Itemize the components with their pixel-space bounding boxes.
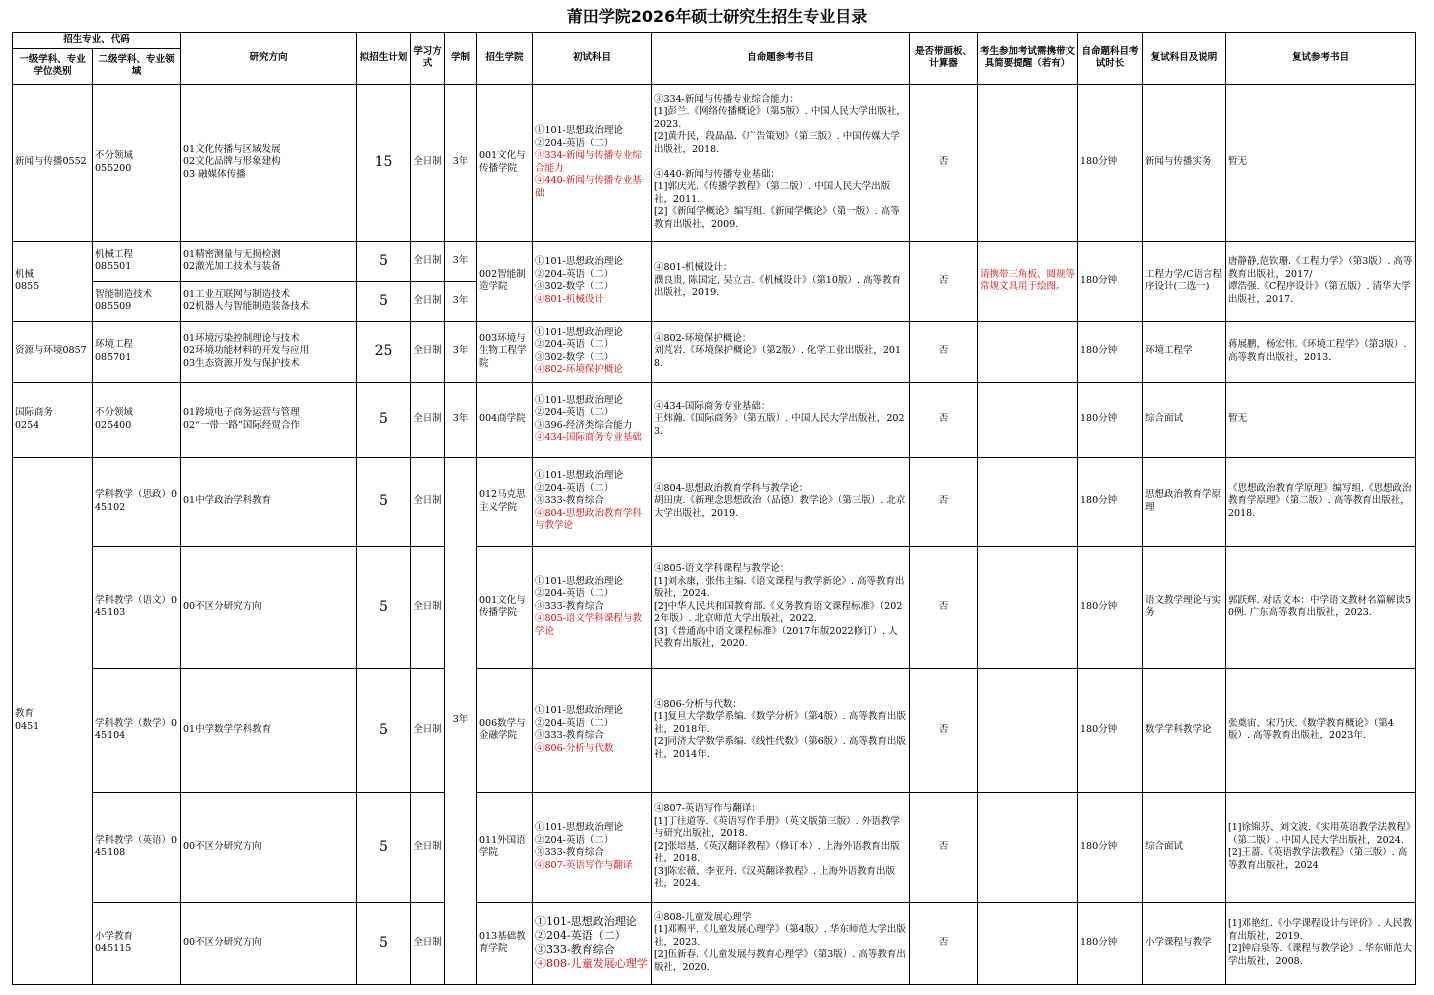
exam-cell xyxy=(533,902,652,984)
plan-cell: 5 xyxy=(357,792,411,902)
header-mode: 学习方式 xyxy=(411,33,445,85)
exam-professional: ④801-机械设计 xyxy=(535,293,604,305)
drawing-cell: 否 xyxy=(910,241,978,321)
level2-cell: 机械工程 085501 xyxy=(93,241,181,281)
exam-professional: ④808-儿童发展心理学 xyxy=(535,957,648,970)
retestbooks-cell: 暂无 xyxy=(1226,382,1416,457)
retestbooks-cell: 郭跃辉. 对话文本：中学语文教材名篇解读50例. 广东高等教育出版社，2023. xyxy=(1226,546,1416,668)
exam-common: ①101-思想政治理论 ②204-英语（二） ③333-教育综合 xyxy=(535,575,623,612)
college-cell: 004商学院 xyxy=(477,382,533,457)
level1-cell: 教育 0451 xyxy=(13,457,93,984)
college-cell: 012马克思主义学院 xyxy=(477,457,533,546)
header-plan: 拟招生计划 xyxy=(357,33,411,85)
exam-cell xyxy=(533,321,652,382)
retest-cell: 思想政治教育学原理 xyxy=(1143,457,1226,546)
plan-cell: 5 xyxy=(357,668,411,792)
direction-cell: 01精密测量与无损检测 02激光加工技术与装备 xyxy=(181,241,357,281)
direction-cell: 00不区分研究方向 xyxy=(181,792,357,902)
tools-cell: 请携带三角板、圆规等常规文具用于绘图。 xyxy=(978,241,1078,321)
level1-cell: 资源与环境0857 xyxy=(13,321,93,382)
level2-cell: 学科教学（数学）045104 xyxy=(93,668,181,792)
college-cell: 006数学与金融学院 xyxy=(477,668,533,792)
college-cell: 003环境与生物工程学院 xyxy=(477,321,533,382)
level2-cell: 学科教学（英语）045108 xyxy=(93,792,181,902)
retest-cell: 工程力学/C语言程序设计(二选一) xyxy=(1143,241,1226,321)
years-cell: 3年 xyxy=(445,382,477,457)
retestbooks-cell: 张奠宙、宋乃庆.《数学教育概论》（第4版）. 高等教育出版社，2023年. xyxy=(1226,668,1416,792)
duration-cell: 180分钟 xyxy=(1078,668,1143,792)
duration-cell: 180分钟 xyxy=(1078,382,1143,457)
level2-cell: 不分领域 055200 xyxy=(93,84,181,241)
exam-professional: ④805-语文学科课程与教学论 xyxy=(535,613,642,637)
refbooks-cell: ④808-儿童发展心理学 [1]邓赐平.《儿童发展心理学》（第4版）. 华东师范大学出版社，2023. [2]伍新春.《儿童发展与教育心理学》（第3版）. 高等教育出版社，2020. xyxy=(652,902,910,984)
years-cell: 3年 xyxy=(445,321,477,382)
mode-cell: 全日制 xyxy=(411,241,445,281)
college-cell: 001文化与传播学院 xyxy=(477,546,533,668)
refbooks-cell: ④804-思想政治教育学科与教学论： 胡田庚.《新理念思想政治（品德）教学论》（第三版）. 北京大学出版社，2019. xyxy=(652,457,910,546)
header-college: 招生学院 xyxy=(477,33,533,85)
exam-cell xyxy=(533,668,652,792)
drawing-cell: 否 xyxy=(910,382,978,457)
header-exam: 初试科目 xyxy=(533,33,652,85)
exam-cell xyxy=(533,457,652,546)
refbooks-cell: ④806-分析与代数： [1]复旦大学数学系编.《数学分析》（第4版）. 高等教育出版社，2018年. [2]同济大学数学系编.《线性代数》（第6版）. 高等教育出版社，2014年. xyxy=(652,668,910,792)
direction-cell: 01环境污染控制理论与技术 02环境功能材料的开发与应用 03生态资源开发与保护技术 xyxy=(181,321,357,382)
years-cell: 3年 xyxy=(445,84,477,241)
header-tools: 考生参加考试需携带文具简要提醒（若有） xyxy=(978,33,1078,85)
drawing-cell: 否 xyxy=(910,321,978,382)
direction-cell: 00不区分研究方向 xyxy=(181,902,357,984)
level2-cell: 小学教育 045115 xyxy=(93,902,181,984)
tools-cell xyxy=(978,321,1078,382)
years-cell: 3年 xyxy=(445,457,477,984)
exam-cell xyxy=(533,546,652,668)
tools-cell xyxy=(978,84,1078,241)
exam-professional: ④804-思想政治教育学科与教学论 xyxy=(535,507,642,532)
header-level1: 一级学科、专业学位类别 xyxy=(13,48,93,84)
direction-cell: 00不区分研究方向 xyxy=(181,546,357,668)
mode-cell: 全日制 xyxy=(411,668,445,792)
mode-cell: 全日制 xyxy=(411,382,445,457)
direction-cell: 01文化传播与区域发展 02文化品牌与形象建构 03 融媒体传播 xyxy=(181,84,357,241)
exam-cell xyxy=(533,241,652,321)
retestbooks-cell: 《思想政治教育学原理》编写组.《思想政治教育学原理》（第二版）. 高等教育出版社，2018. xyxy=(1226,457,1416,546)
direction-cell: 01工业互联网与制造技术 02机器人与智能制造装备技术 xyxy=(181,281,357,321)
level2-cell: 智能制造技术 085509 xyxy=(93,281,181,321)
years-cell: 3年 xyxy=(445,241,477,281)
table-row xyxy=(13,792,1416,902)
college-cell: 002智能制造学院 xyxy=(477,241,533,321)
exam-common: ①101-思想政治理论 ②204-英语（二） ③333-教育综合 xyxy=(535,705,623,741)
college-cell: 013基础教育学院 xyxy=(477,902,533,984)
exam-common: ①101-思想政治理论 ②204-英语（二） ③396-经济类综合能力 xyxy=(535,394,633,431)
direction-cell: 01中学政治学科教育 xyxy=(181,457,357,546)
level1-cell: 国际商务 0254 xyxy=(13,382,93,457)
drawing-cell: 否 xyxy=(910,457,978,546)
table-row xyxy=(13,84,1416,241)
plan-cell: 5 xyxy=(357,281,411,321)
level1-cell: 机械 0855 xyxy=(13,241,93,321)
mode-cell: 全日制 xyxy=(411,902,445,984)
duration-cell: 180分钟 xyxy=(1078,241,1143,321)
retest-cell: 语文教学理论与实务 xyxy=(1143,546,1226,668)
table-row xyxy=(13,546,1416,668)
table-row xyxy=(13,668,1416,792)
mode-cell: 全日制 xyxy=(411,546,445,668)
exam-common: ①101-思想政治理论 ②204-英语（二） xyxy=(535,125,623,149)
tools-cell xyxy=(978,668,1078,792)
duration-cell: 180分钟 xyxy=(1078,321,1143,382)
header-drawing: 是否带画板、计算器 xyxy=(910,33,978,85)
college-cell: 001文化与传播学院 xyxy=(477,84,533,241)
duration-cell: 180分钟 xyxy=(1078,84,1143,241)
mode-cell: 全日制 xyxy=(411,792,445,902)
plan-cell: 25 xyxy=(357,321,411,382)
header-level2: 二级学科、专业领域 xyxy=(93,48,181,84)
catalog-table xyxy=(12,32,1416,985)
header-retestbooks: 复试参考书目 xyxy=(1226,33,1416,85)
direction-cell: 01跨境电子商务运营与管理 02“一带一路”国际经贸合作 xyxy=(181,382,357,457)
exam-professional: ④434-国际商务专业基础 xyxy=(535,432,642,443)
retestbooks-cell: [1]徐锦芬、刘文波.《实用英语教学法教程》（第二版）. 中国人民大学出版社，2024. [2]王蔷.《英语教学法教程》（第三版）. 高等教育出版社，2024 xyxy=(1226,792,1416,902)
retestbooks-cell: 暂无 xyxy=(1226,84,1416,241)
years-cell: 3年 xyxy=(445,281,477,321)
header-retest: 复试科目及说明 xyxy=(1143,33,1226,85)
refbooks-cell: ④434-国际商务专业基础： 王炜瀚.《国际商务》（第五版）. 中国人民大学出版社，2023. xyxy=(652,382,910,457)
tools-cell xyxy=(978,457,1078,546)
tools-cell xyxy=(978,382,1078,457)
tools-cell xyxy=(978,902,1078,984)
retestbooks-cell: 蒋展鹏，杨宏伟.《环境工程学》（第3版）. 高等教育出版社，2013. xyxy=(1226,321,1416,382)
level2-cell: 学科教学（思政）045102 xyxy=(93,457,181,546)
exam-common: ①101-思想政治理论 ②204-英语（二） ③302-数学（二） xyxy=(535,256,623,292)
refbooks-cell: ④801-机械设计： 濮良贵, 陈国定, 吴立言.《机械设计》（第10版）. 高等教育出版社，2019. xyxy=(652,241,910,321)
exam-common: ①101-思想政治理论 ②204-英语（二） ③302-数学（二） xyxy=(535,326,623,363)
mode-cell: 全日制 xyxy=(411,321,445,382)
exam-cell xyxy=(533,382,652,457)
retestbooks-cell: 唐静静,范钦珊.《工程力学》（第3版）. 高等教育出版社，2017/ 谭浩强.《C程序设计》（第五版）. 清华大学出版社，2017. xyxy=(1226,241,1416,321)
level2-cell: 学科教学（语文）045103 xyxy=(93,546,181,668)
mode-cell: 全日制 xyxy=(411,84,445,241)
tools-cell xyxy=(978,546,1078,668)
level2-cell: 不分领域 025400 xyxy=(93,382,181,457)
exam-professional: ④806-分析与代数 xyxy=(535,742,614,754)
retest-cell: 新闻与传播实务 xyxy=(1143,84,1226,241)
exam-common: ①101-思想政治理论 ②204-英语（二） ③333-教育综合 xyxy=(535,470,623,507)
drawing-cell: 否 xyxy=(910,902,978,984)
plan-cell: 5 xyxy=(357,382,411,457)
header-years: 学制 xyxy=(445,33,477,85)
exam-professional: ④807-英语写作与翻译 xyxy=(535,859,633,871)
refbooks-cell: ④805-语文学科课程与教学论： [1]刘永康，张伟主编.《语文课程与教学新论》. 高等教育出版社，2024. [2]中华人民共和国教育部.《义务教育语文课程标准》（2022年版）. 北京师范大学出版社，2022. [3]《普通高中语文课程标准》（2017年版2022修订）. 人民教育出版社，2020. xyxy=(652,546,910,668)
duration-cell: 180分钟 xyxy=(1078,457,1143,546)
refbooks-cell: ③334-新闻与传播专业综合能力： [1]彭兰.《网络传播概论》（第5版）. 中国人民大学出版社，2023. [2]黄升民，段晶晶.《广告策划》（第三版）. 中国传媒大学出版社，2018. ④440-新闻与传播专业基础： [1]郭庆光.《传播学教程》（第二版）. 中国人民大学出版社，2011. [2]《新闻学概论》编写组.《新闻学概论》（第一版）. 高等教育出版社，2009. xyxy=(652,84,910,241)
exam-cell xyxy=(533,792,652,902)
header-direction: 研究方向 xyxy=(181,33,357,85)
drawing-cell: 否 xyxy=(910,546,978,668)
retest-cell: 小学课程与教学 xyxy=(1143,902,1226,984)
duration-cell: 180分钟 xyxy=(1078,546,1143,668)
refbooks-cell: ④807-英语写作与翻译： [1]丁往道等.《英语写作手册》（英文版第三版）. 外语教学与研究出版社，2018. [2]张培基.《英汉翻译教程》（修订本）. 上海外语教育出版社，2018. [3]陈宏薇、李亚丹.《汉英翻译教程》. 上海外语教育出版社，2024. xyxy=(652,792,910,902)
exam-professional: ④802-环境保护概论 xyxy=(535,364,623,375)
plan-cell: 5 xyxy=(357,546,411,668)
exam-cell xyxy=(533,84,652,241)
header-major-group: 招生专业、代码 xyxy=(13,33,181,49)
plan-cell: 5 xyxy=(357,241,411,281)
retestbooks-cell: [1]邓艳红.《小学课程设计与评价》. 人民教育出版社，2019. [2]钟启泉等.《课程与教学论》. 华东师范大学出版社，2008. xyxy=(1226,902,1416,984)
direction-cell: 01中学数学学科教育 xyxy=(181,668,357,792)
table-row xyxy=(13,457,1416,546)
tools-cell xyxy=(978,792,1078,902)
plan-cell: 15 xyxy=(357,84,411,241)
page-title: 莆田学院2026年硕士研究生招生专业目录 xyxy=(566,7,868,26)
plan-cell: 5 xyxy=(357,902,411,984)
header-refbooks: 自命题参考书目 xyxy=(652,33,910,85)
drawing-cell: 否 xyxy=(910,84,978,241)
mode-cell: 全日制 xyxy=(411,457,445,546)
level1-cell: 新闻与传播0552 xyxy=(13,84,93,241)
duration-cell: 180分钟 xyxy=(1078,902,1143,984)
exam-common: ①101-思想政治理论 ②204-英语（二） ③333-教育综合 xyxy=(535,915,637,956)
college-cell: 011外国语学院 xyxy=(477,792,533,902)
exam-common: ①101-思想政治理论 ②204-英语（二） ③333-教育综合 xyxy=(535,822,623,858)
exam-professional: ③334-新闻与传播专业综合能力 ④440-新闻与传播专业基础 xyxy=(535,150,642,199)
refbooks-cell: ④802-环境保护概论： 刘芃岩.《环境保护概论》（第2版）. 化学工业出版社，2018. xyxy=(652,321,910,382)
header-duration: 自命题科目考试时长 xyxy=(1078,33,1143,85)
table-row xyxy=(13,321,1416,382)
retest-cell: 环境工程学 xyxy=(1143,321,1226,382)
plan-cell: 5 xyxy=(357,457,411,546)
drawing-cell: 否 xyxy=(910,792,978,902)
drawing-cell: 否 xyxy=(910,668,978,792)
level2-cell: 环境工程 085701 xyxy=(93,321,181,382)
retest-cell: 综合面试 xyxy=(1143,792,1226,902)
retest-cell: 综合面试 xyxy=(1143,382,1226,457)
duration-cell: 180分钟 xyxy=(1078,792,1143,902)
retest-cell: 数学学科教学论 xyxy=(1143,668,1226,792)
table-row xyxy=(13,241,1416,281)
table-row xyxy=(13,382,1416,457)
table-row xyxy=(13,902,1416,984)
mode-cell: 全日制 xyxy=(411,281,445,321)
